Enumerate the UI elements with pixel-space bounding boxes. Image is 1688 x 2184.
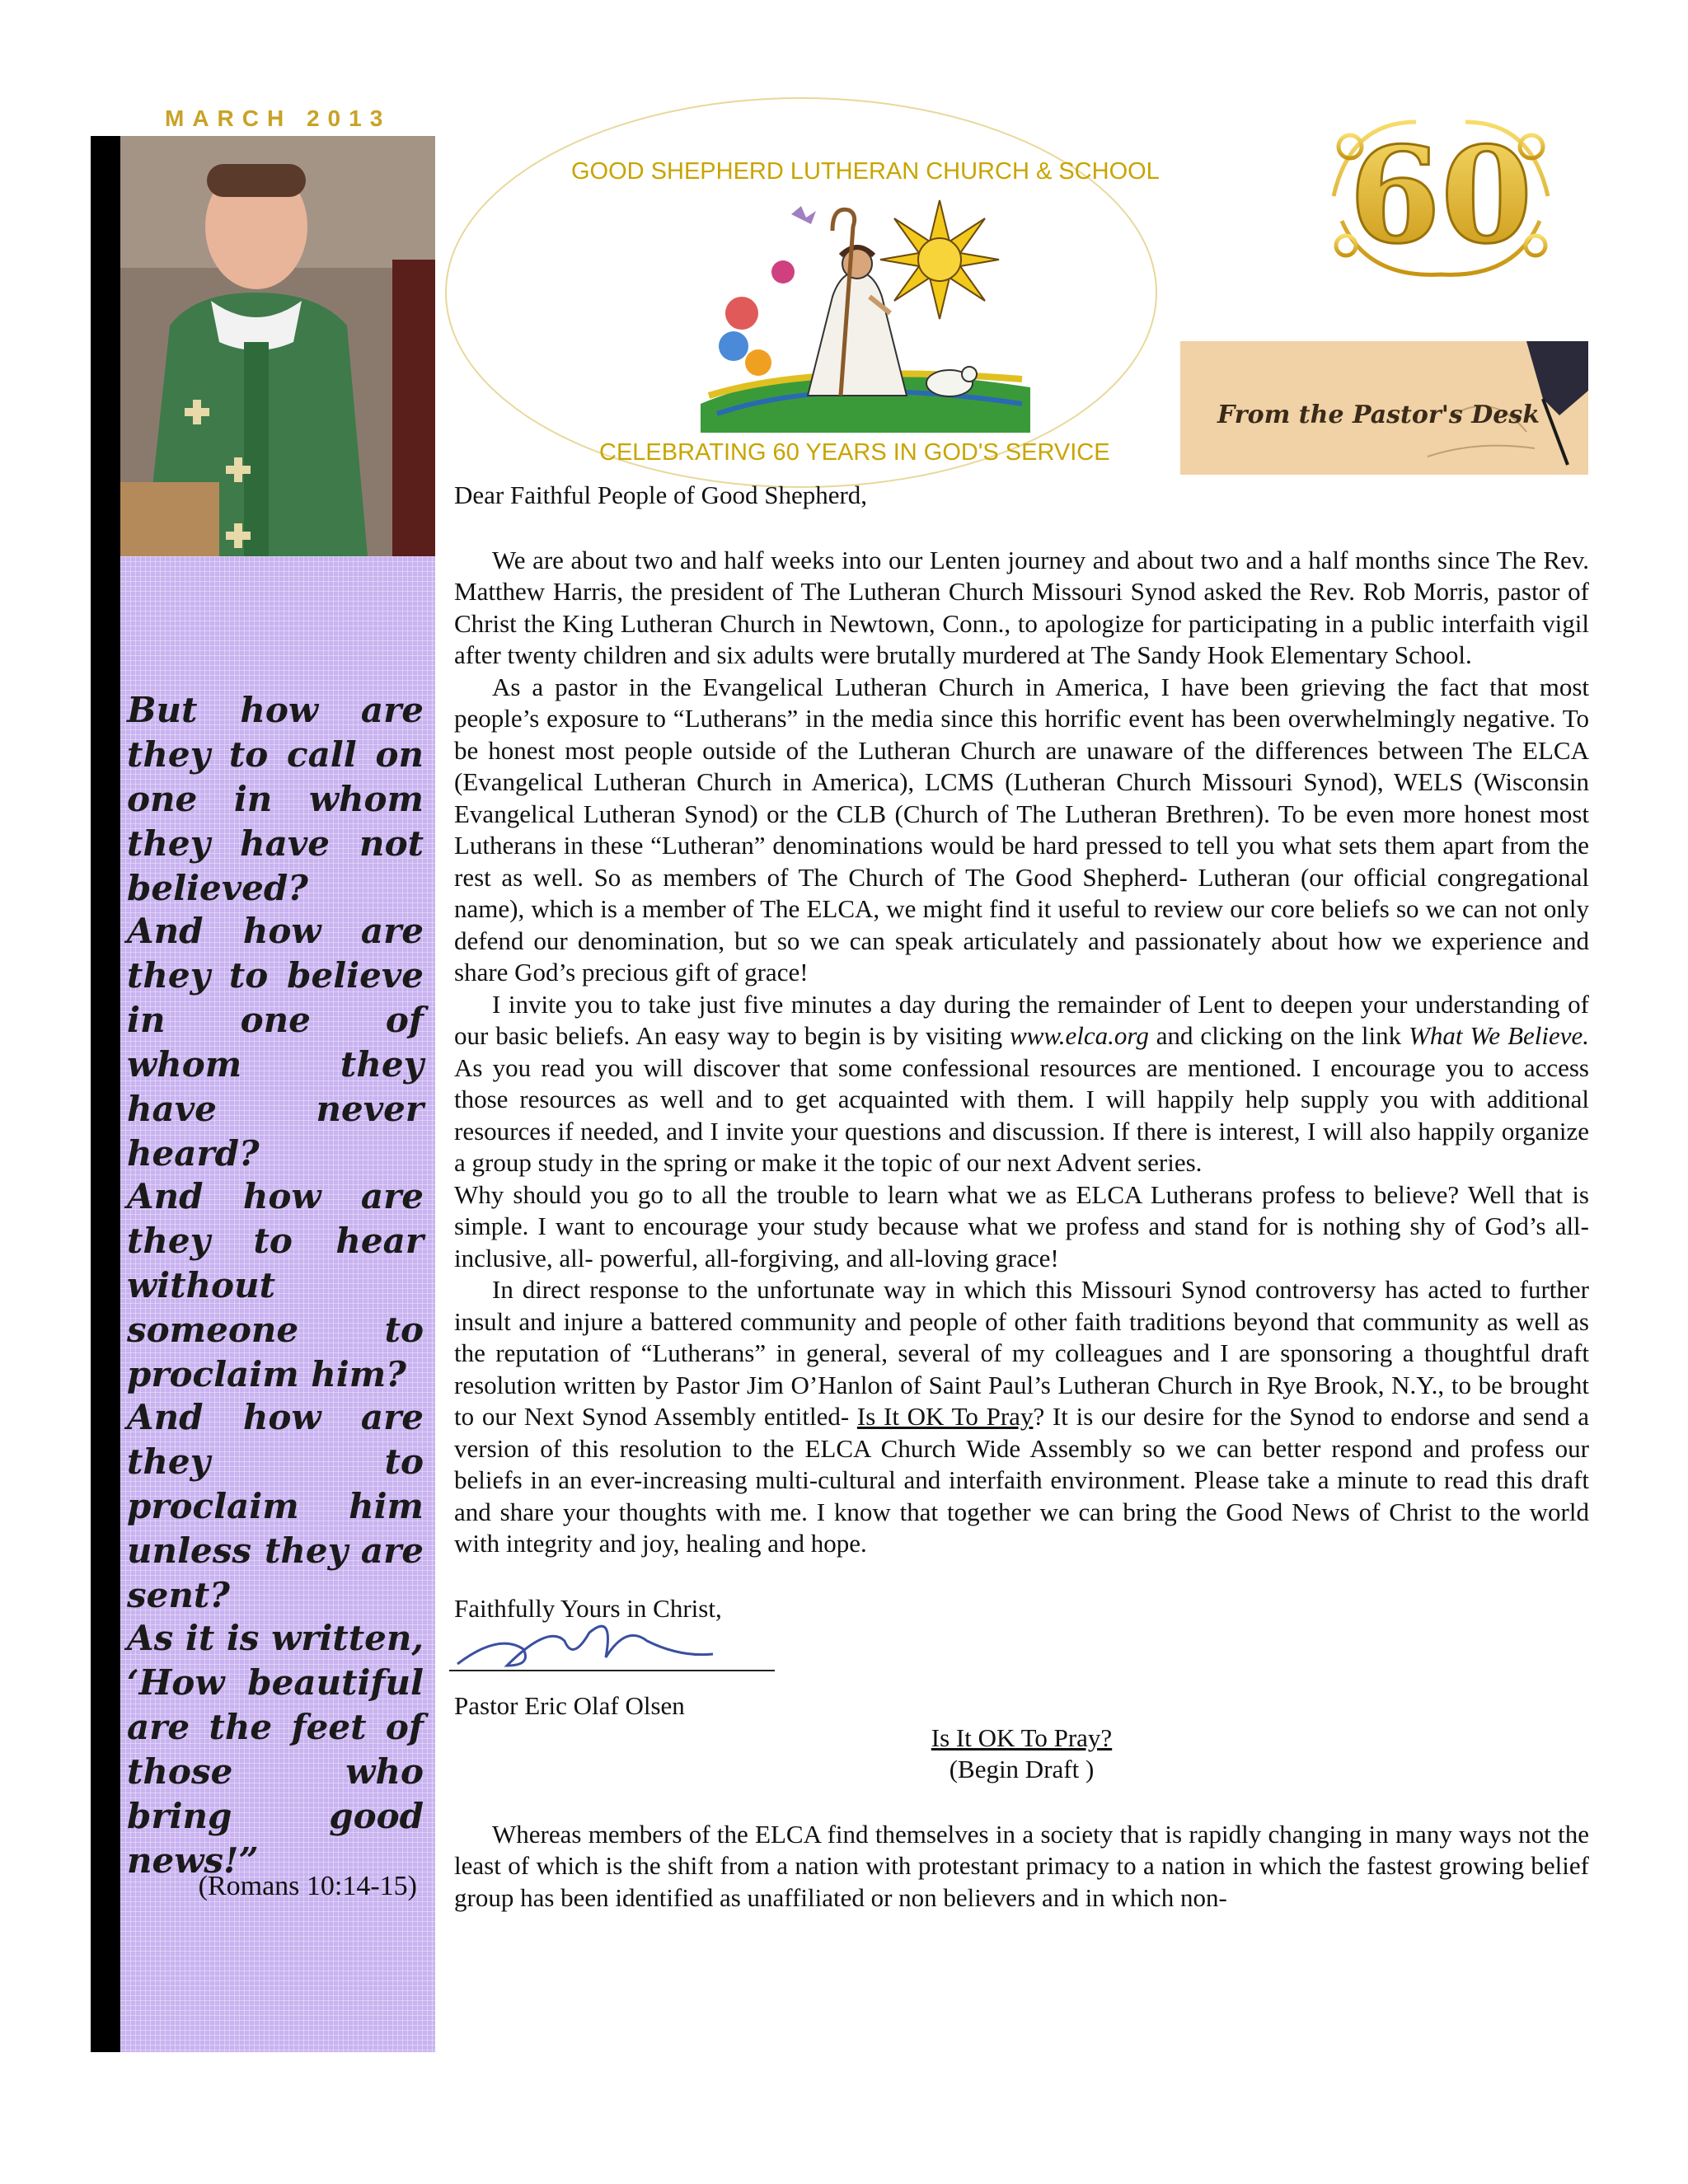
draft-title: Is It OK To Pray? bbox=[931, 1722, 1113, 1752]
draft-subtitle: (Begin Draft ) bbox=[949, 1755, 1095, 1783]
scripture-verse: And how are they to hear without someone to proclaim him? bbox=[127, 1176, 424, 1394]
scripture-citation: (Romans 10:14-15) bbox=[198, 1871, 417, 1901]
draft-paragraph: Whereas members of the ELCA find themselves in a society that is rapidly changing in many ways not the least of which is the shift from a nation with protestant primacy to a nation in which the fastest growing belief group has been identified as unaffiliated or non believers and in which non- bbox=[454, 1819, 1589, 1912]
sixtieth-anniversary-emblem bbox=[1317, 97, 1564, 287]
text-run: ? It is our desire for the Synod to endorse and send a version of this resolution to the ELCA Church Wide Assembly so we can better respond and profess our beliefs in an ever-increasing multi-cultural and interfaith environment. Please take a minute to read this draft and share your thoughts with me. I know that together we can bring the Good News of Christ to the world with integrity and joy, healing and hope. bbox=[454, 1402, 1589, 1558]
pastors-desk-label: From the Pastor's Desk bbox=[1217, 401, 1540, 429]
text-run: As you read you will discover that some confessional resources are mentioned. I encourage you to access those resources as well and to get acquainted with them. I will happily help supply you with additional resources if needed, and I invite your questions and discussion. If there is interest, I will also happily organize a group study in the spring or make it the topic of our next Advent series. bbox=[454, 1052, 1589, 1177]
pastor-photo bbox=[120, 136, 435, 556]
good-shepherd-logo bbox=[692, 198, 1039, 433]
anniversary-tagline: CELEBRATING 60 YEARS IN GOD'S SERVICE bbox=[599, 439, 1110, 466]
pastor-letter bbox=[454, 480, 1589, 1914]
resolution-title: Is It OK To Pray bbox=[856, 1402, 1034, 1431]
scripture-verse: And how are they to believe in one of whom they have never heard? bbox=[127, 911, 424, 1174]
what-we-believe-link: What We Believe. bbox=[1409, 1021, 1590, 1050]
letter-paragraph: We are about two and half weeks into our Lenten journey and about two and a half months since The Rev. Matthew Harris, the president of The Lutheran Church Missouri Synod asked the Rev. Rob Morris, pastor of Christ the King Lutheran Church in Newtown, Conn., to apologize for participating in a public interfaith vigil after twenty children and six adults were brutally murdered at The Sandy Hook Elementary School. bbox=[454, 545, 1589, 669]
text-run: I invite you to take just five minutes a day during the remainder of Lent to deepen your understanding of our basic beliefs. An easy way to begin is by visiting bbox=[454, 989, 1589, 1050]
letter-paragraph: As a pastor in the Evangelical Lutheran Church in America, I have been grieving the fact that most people’s exposure to “Lutherans” in the media since this horrific event has been overwhelmingly negative. To be honest most people outside of the Lutheran Church are unaware of the differences between The ELCA (Evangelical Lutheran Church in America), LCMS (Lutheran Church Missouri Synod), WELS (Wisconsin Evangelical Lutheran Synod) or the CLB (Church of The Lutheran Brethren). To be even more honest most Lutherans in these “Lutheran” denominations would be hard pressed to tell you what sets them apart from the rest as well. So as members of The Church of The Good Shepherd- Lutheran (our official congregational name), which is a member of The ELCA, we might find it useful to review our core beliefs so we can not only defend our denomination, but so we can speak articulately and passionately about how we experience and share God’s precious gift of grace! bbox=[454, 672, 1589, 987]
letter-paragraph: Why should you go to all the trouble to learn what we as ELCA Lutherans profess to believe? Well that is simple. I want to encourage your study because what we profess and stand for is nothing shy of God’s all-inclusive, all- powerful, all-forgiving, and all-loving grace! bbox=[454, 1179, 1589, 1272]
sidebar-black-bar bbox=[91, 136, 120, 2052]
anniversary-number: 60 bbox=[1348, 118, 1533, 273]
letter-paragraph bbox=[454, 989, 1589, 1179]
letter-closing: Faithfully Yours in Christ, bbox=[454, 1593, 722, 1623]
pastor-signature bbox=[454, 1624, 1589, 1690]
scripture-verse: As it is written, ‘How beautiful are the feet of those who bring good news!” bbox=[127, 1618, 424, 1881]
signature-name: Pastor Eric Olaf Olsen bbox=[454, 1691, 685, 1720]
letter-salutation: Dear Faithful People of Good Shepherd, bbox=[454, 480, 868, 509]
text-run: and clicking on the link bbox=[1148, 1021, 1409, 1050]
newsletter-date: MARCH 2013 bbox=[165, 105, 392, 131]
text-run: In direct response to the unfortunate way in which this Missouri Synod controversy has acted to further insult and injure a battered community and people of other faith traditions beyond that community as well as the reputation of “Lutherans” in general, several of my colleagues and I are sponsoring a thoughtful draft resolution written by Pastor Jim O’Hanlon of Saint Paul’s Lutheran Church in Rye Brook, N.Y., to be brought to our Next Synod Assembly entitled- bbox=[454, 1275, 1589, 1431]
elca-url: www.elca.org bbox=[1010, 1021, 1149, 1050]
sidebar-scripture-panel bbox=[120, 556, 435, 2052]
church-name: GOOD SHEPHERD LUTHERAN CHURCH & SCHOOL bbox=[571, 158, 1160, 185]
scripture-verse: And how are they to proclaim him unless they are sent? bbox=[127, 1397, 424, 1615]
letter-paragraph bbox=[454, 1274, 1589, 1560]
pastors-desk-banner bbox=[1180, 341, 1588, 475]
scripture-verse: But how are they to call on one in whom they have not believed? bbox=[127, 690, 424, 908]
